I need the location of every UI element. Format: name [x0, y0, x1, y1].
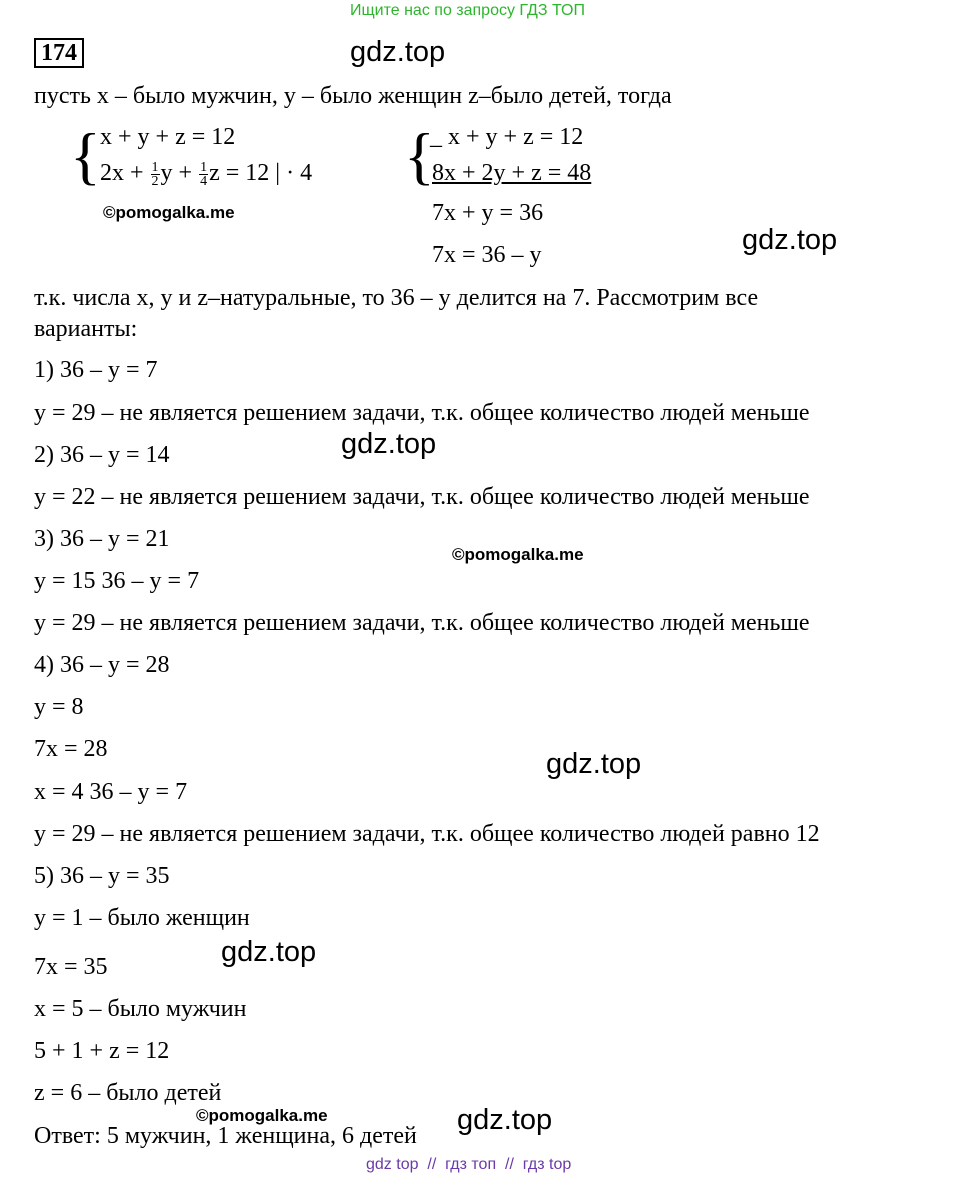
system2-eq1: _ x + y + z = 12 [430, 124, 584, 150]
text-line: 3) 36 – y = 21 [34, 526, 170, 552]
system1-eq2 [100, 160, 312, 188]
system2-brace: { [404, 120, 435, 191]
text-line: y = 29 – не является решением задачи, т.к. общее количество людей меньше [34, 400, 810, 426]
text-line: y = 29 – не является решением задачи, т.к. общее количество людей меньше [34, 610, 810, 636]
system2-result2: 7x = 36 – y [432, 242, 542, 268]
frac2-numerator: 1 [200, 159, 208, 175]
text-line: 7x = 28 [34, 736, 108, 762]
watermark-gdz: gdz.top [742, 224, 838, 256]
watermark-gdz: gdz.top [457, 1104, 553, 1136]
frac2-denominator: 4 [200, 173, 208, 189]
watermark-pomogalka: ©pomogalka.me [452, 545, 584, 564]
watermark-gdz: gdz.top [221, 936, 317, 968]
eq2-part3: z = 12 | · 4 [209, 160, 313, 186]
text-line: 4) 36 – y = 28 [34, 652, 170, 678]
text-line: y = 22 – не является решением задачи, т.к. общее количество людей меньше [34, 484, 810, 510]
eq2-part2: y + [160, 160, 199, 186]
text-line: 2) 36 – y = 14 [34, 442, 170, 468]
fraction-half [151, 161, 160, 188]
answer-line: Ответ: 5 мужчин, 1 женщина, 6 детей [34, 1123, 417, 1149]
text-line: т.к. числа x, y и z–натуральные, то 36 – y делится на 7. Рассмотрим все [34, 285, 759, 311]
frac1-numerator: 1 [151, 159, 159, 175]
watermark-gdz: gdz.top [341, 428, 437, 460]
system2-result1: 7x + y = 36 [432, 200, 544, 226]
text-line: 1) 36 – y = 7 [34, 357, 158, 383]
text-line: y = 15 36 – y = 7 [34, 568, 200, 594]
system1-brace: { [70, 120, 101, 191]
system1-eq1: x + y + z = 12 [100, 124, 236, 150]
text-line: x = 5 – было мужчин [34, 996, 247, 1022]
text-line: y = 8 [34, 694, 84, 720]
frac1-denominator: 2 [151, 173, 159, 189]
text-line: 5) 36 – y = 35 [34, 863, 170, 889]
text-line: x = 4 36 – y = 7 [34, 779, 188, 805]
fraction-quarter [199, 161, 208, 188]
text-line: варианты: [34, 316, 138, 342]
text-line: 5 + 1 + z = 12 [34, 1038, 170, 1064]
eq2-part1: 2x + [100, 160, 150, 186]
watermark-gdz: gdz.top [350, 36, 446, 68]
watermark-gdz: gdz.top [546, 748, 642, 780]
problem-number: 174 [34, 38, 84, 68]
system2-eq2: 8x + 2y + z = 48 [432, 160, 592, 186]
text-line: 7x = 35 [34, 954, 108, 980]
watermark-pomogalka: ©pomogalka.me [103, 203, 235, 222]
text-line: z = 6 – было детей [34, 1080, 222, 1106]
intro-text: пусть x – было мужчин, y – было женщин z–было детей, тогда [34, 83, 672, 109]
text-line: y = 29 – не является решением задачи, т.к. общее количество людей равно 12 [34, 821, 820, 847]
watermark-pomogalka: ©pomogalka.me [196, 1106, 328, 1125]
header-search-link[interactable]: Ищите нас по запросу ГДЗ ТОП [350, 2, 585, 19]
text-line: y = 1 – было женщин [34, 905, 250, 931]
footer-link[interactable]: gdz top // гдз топ // гдз top [366, 1156, 572, 1173]
